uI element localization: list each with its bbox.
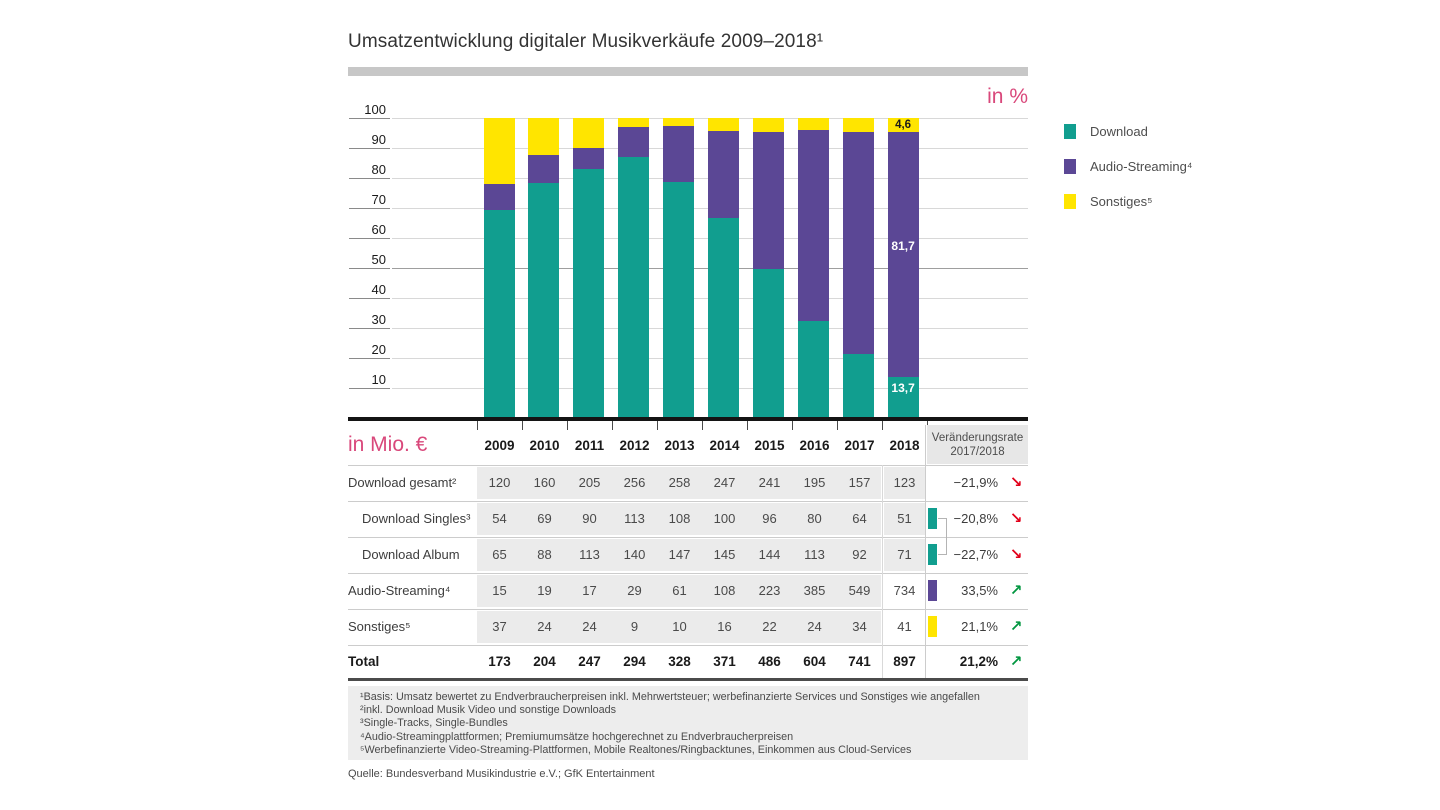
- change-rate-value: 21,1%: [961, 619, 998, 634]
- value-cell: 247: [713, 475, 736, 490]
- y-axis-tick-100: [349, 118, 390, 119]
- year-header-2016: 2016: [799, 438, 830, 453]
- value-cell: 71: [897, 547, 912, 562]
- row-separator: [348, 501, 1028, 502]
- bar-segment-sonstiges-2014: [708, 118, 739, 131]
- bar-segment-sonstiges-2011: [573, 118, 604, 148]
- value-cell: 195: [803, 475, 826, 490]
- value-cell: 113: [579, 547, 600, 562]
- bar-segment-download-2015: [753, 269, 784, 418]
- value-cell: 549: [848, 583, 871, 598]
- chart-legend: [1064, 124, 1284, 234]
- bar-label-streaming-2018: 81,7: [891, 239, 915, 254]
- value-cell: 41: [897, 619, 912, 634]
- y-axis-tick-90: [349, 148, 390, 149]
- y-axis-tick-10: [349, 388, 390, 389]
- y-axis-tick-70: [349, 208, 390, 209]
- change-rate-header-line2: 2017/2018: [950, 446, 1005, 458]
- value-cell: 96: [762, 511, 777, 526]
- value-cell: 120: [488, 475, 511, 490]
- bar-label-download-2018: 13,7: [891, 380, 915, 395]
- y-axis-tick-40: [349, 298, 390, 299]
- value-cell: 734: [893, 583, 916, 598]
- year-header-2015: 2015: [754, 438, 785, 453]
- value-cell: 37: [492, 619, 507, 634]
- bar-segment-download-2013: [663, 182, 694, 418]
- value-cell: 61: [672, 583, 687, 598]
- y-axis-label-100: 100: [364, 102, 386, 117]
- value-cell: 147: [668, 547, 691, 562]
- bracket-line-bottom: [938, 554, 947, 555]
- table-unit-label: in Mio. €: [348, 433, 428, 456]
- y-axis-tick-30: [349, 328, 390, 329]
- value-cell: 328: [668, 654, 691, 669]
- trend-up-icon: ↗: [1009, 617, 1023, 635]
- value-cell: 64: [852, 511, 867, 526]
- change-rate-header-line1: Veränderungsrate: [931, 432, 1024, 444]
- y-axis-tick-80: [349, 178, 390, 179]
- y-axis-label-90: 90: [371, 132, 386, 147]
- table-bottom-rule: [348, 678, 1028, 681]
- y-axis-label-30: 30: [371, 312, 386, 327]
- trend-up-icon: ↗: [1009, 581, 1023, 599]
- value-cell: 15: [492, 583, 507, 598]
- y-axis-label-20: 20: [371, 342, 386, 357]
- trend-down-icon: ↘: [1009, 509, 1023, 527]
- change-rate-value: −21,9%: [953, 475, 998, 490]
- value-cell: 371: [713, 654, 736, 669]
- y-axis-label-80: 80: [371, 162, 386, 177]
- value-cell: 160: [533, 475, 556, 490]
- value-cell: 69: [537, 511, 552, 526]
- change-rate-value: −20,8%: [953, 511, 998, 526]
- legend-swatch-icon: [1064, 194, 1076, 209]
- value-cell: 258: [668, 475, 691, 490]
- value-cell: 604: [803, 654, 826, 669]
- value-cell: 17: [582, 583, 597, 598]
- bar-label-sonstiges-2018: 4,6: [895, 119, 912, 131]
- value-cell: 123: [893, 475, 916, 490]
- row-label: Audio-Streaming⁴: [348, 583, 451, 598]
- unit-label-percent: in %: [987, 85, 1028, 108]
- y-axis-tick-60: [349, 238, 390, 239]
- source-line: Quelle: Bundesverband Musikindustrie e.V.; GfK Entertainment: [348, 768, 655, 780]
- trend-up-icon: ↗: [1009, 652, 1023, 670]
- bar-segment-download-2017: [843, 354, 874, 418]
- y-axis-tick-50: [349, 268, 390, 269]
- row-separator: [348, 465, 1028, 466]
- footnotes-box: [348, 686, 1028, 760]
- row-separator: [348, 645, 1028, 646]
- value-cell: 92: [852, 547, 867, 562]
- legend-item-sonstiges: [1064, 194, 1284, 209]
- year-header-2018: 2018: [889, 438, 920, 453]
- value-cell: 256: [623, 475, 646, 490]
- change-rate-header: [927, 425, 1028, 464]
- value-cell: 113: [624, 511, 645, 526]
- row-label: Download Singles³: [362, 511, 471, 526]
- bar-segment-streaming-2017: [843, 132, 874, 354]
- legend-item-streaming: [1064, 159, 1284, 174]
- change-rate-value: 33,5%: [961, 583, 998, 598]
- divider-2018-column: [882, 465, 883, 678]
- y-axis-label-50: 50: [371, 252, 386, 267]
- value-cell: 486: [758, 654, 781, 669]
- row-separator: [348, 609, 1028, 610]
- row-label: Download Album: [362, 547, 460, 562]
- x-axis-line: [348, 417, 1028, 421]
- legend-label: Audio-Streaming⁴: [1090, 159, 1193, 174]
- value-cell: 385: [803, 583, 826, 598]
- value-cell: 108: [713, 583, 736, 598]
- value-cell: 741: [848, 654, 871, 669]
- bar-segment-sonstiges-2017: [843, 118, 874, 132]
- value-cell: 80: [807, 511, 822, 526]
- bar-segment-streaming-2010: [528, 155, 559, 183]
- year-header-2012: 2012: [619, 438, 650, 453]
- value-cell: 24: [582, 619, 597, 634]
- year-header-2014: 2014: [709, 438, 740, 453]
- bar-segment-download-2012: [618, 157, 649, 418]
- bar-segment-streaming-2012: [618, 127, 649, 157]
- year-header-2009: 2009: [484, 438, 515, 453]
- footnote-2: ²inkl. Download Musik Video und sonstige Downloads: [360, 704, 617, 717]
- value-cell: 205: [578, 475, 601, 490]
- legend-label: Download: [1090, 124, 1148, 139]
- value-cell: 241: [758, 475, 781, 490]
- change-rate-value: −22,7%: [953, 547, 998, 562]
- value-cell: 173: [488, 654, 511, 669]
- value-cell: 204: [533, 654, 556, 669]
- y-axis-label-60: 60: [371, 222, 386, 237]
- value-cell: 144: [758, 547, 781, 562]
- value-cell: 223: [758, 583, 781, 598]
- legend-label: Sonstiges⁵: [1090, 194, 1153, 209]
- bar-segment-sonstiges-2010: [528, 118, 559, 155]
- bar-segment-sonstiges-2013: [663, 118, 694, 126]
- value-cell: 145: [713, 547, 736, 562]
- footnote-5: ⁵Werbefinanzierte Video-Streaming-Plattformen, Mobile Realtones/Ringbacktunes, Einkommen aus Cloud-Services: [360, 743, 912, 756]
- value-cell: 34: [852, 619, 867, 634]
- bar-segment-streaming-2014: [708, 131, 739, 218]
- bar-segment-streaming-2009: [484, 184, 515, 210]
- row-separator: [348, 573, 1028, 574]
- value-cell: 90: [582, 511, 597, 526]
- row-label: Total: [348, 654, 380, 669]
- bar-segment-download-2011: [573, 169, 604, 418]
- bracket-line-vertical: [946, 518, 947, 555]
- value-cell: 29: [627, 583, 642, 598]
- bar-segment-streaming-2015: [753, 132, 784, 270]
- row-separator: [348, 537, 1028, 538]
- footnote-3: ³Single-Tracks, Single-Bundles: [360, 717, 508, 730]
- value-cell: 51: [897, 511, 912, 526]
- value-cell: 100: [713, 511, 736, 526]
- bar-segment-sonstiges-2015: [753, 118, 784, 132]
- row-label: Sonstiges⁵: [348, 619, 411, 634]
- legend-item-download: [1064, 124, 1284, 139]
- chart-plot: [348, 102, 1028, 425]
- y-axis-tick-20: [349, 358, 390, 359]
- value-cell: 88: [537, 547, 552, 562]
- bar-segment-sonstiges-2009: [484, 118, 515, 184]
- value-cell: 113: [804, 547, 825, 562]
- value-cell: 22: [762, 619, 777, 634]
- bar-segment-streaming-2016: [798, 130, 829, 321]
- value-cell: 24: [807, 619, 822, 634]
- change-rate-value: 21,2%: [959, 654, 998, 669]
- bar-segment-sonstiges-2016: [798, 118, 829, 130]
- bar-segment-sonstiges-2012: [618, 118, 649, 127]
- bar-segment-streaming-2018: [888, 132, 919, 377]
- year-header-2013: 2013: [664, 438, 695, 453]
- footnote-4: ⁴Audio-Streamingplattformen; Premiumumsätze hochgerechnet zu Endverbraucherpreisen: [360, 730, 794, 743]
- bracket-line-top: [938, 518, 947, 519]
- value-cell: 294: [623, 654, 646, 669]
- bar-segment-download-2014: [708, 218, 739, 418]
- footnote-1: ¹Basis: Umsatz bewertet zu Endverbraucherpreisen inkl. Mehrwertsteuer; werbefinanzierte Services und Sonstiges wie angefallen: [360, 691, 980, 703]
- value-cell: 9: [630, 619, 639, 634]
- value-cell: 140: [623, 547, 646, 562]
- legend-swatch-icon: [1064, 124, 1076, 139]
- title-underline-bar: [348, 67, 1028, 76]
- data-table: [348, 425, 1028, 681]
- value-cell: 10: [672, 619, 687, 634]
- y-axis-label-70: 70: [371, 192, 386, 207]
- trend-down-icon: ↘: [1009, 473, 1023, 491]
- value-cell: 24: [537, 619, 552, 634]
- row-label: Download gesamt²: [348, 475, 457, 490]
- value-cell: 108: [668, 511, 691, 526]
- y-axis-label-10: 10: [371, 372, 386, 387]
- value-cell: 19: [537, 583, 552, 598]
- value-cell: 897: [893, 654, 916, 669]
- bar-segment-streaming-2011: [573, 148, 604, 169]
- year-header-2011: 2011: [574, 438, 605, 453]
- trend-down-icon: ↘: [1009, 545, 1023, 563]
- bar-segment-download-2016: [798, 321, 829, 418]
- year-header-2010: 2010: [529, 438, 560, 453]
- year-header-2017: 2017: [844, 438, 875, 453]
- value-cell: 65: [492, 547, 507, 562]
- bar-segment-download-2010: [528, 183, 559, 418]
- value-cell: 54: [492, 511, 507, 526]
- bar-segment-download-2009: [484, 210, 515, 418]
- value-cell: 247: [578, 654, 601, 669]
- value-cell: 157: [848, 475, 871, 490]
- y-axis-label-40: 40: [371, 282, 386, 297]
- legend-swatch-icon: [1064, 159, 1076, 174]
- bar-segment-streaming-2013: [663, 126, 694, 182]
- divider-change-column: [925, 425, 926, 678]
- value-cell: 16: [717, 619, 732, 634]
- page-title: Umsatzentwicklung digitaler Musikverkäufe 2009–2018¹: [348, 31, 824, 52]
